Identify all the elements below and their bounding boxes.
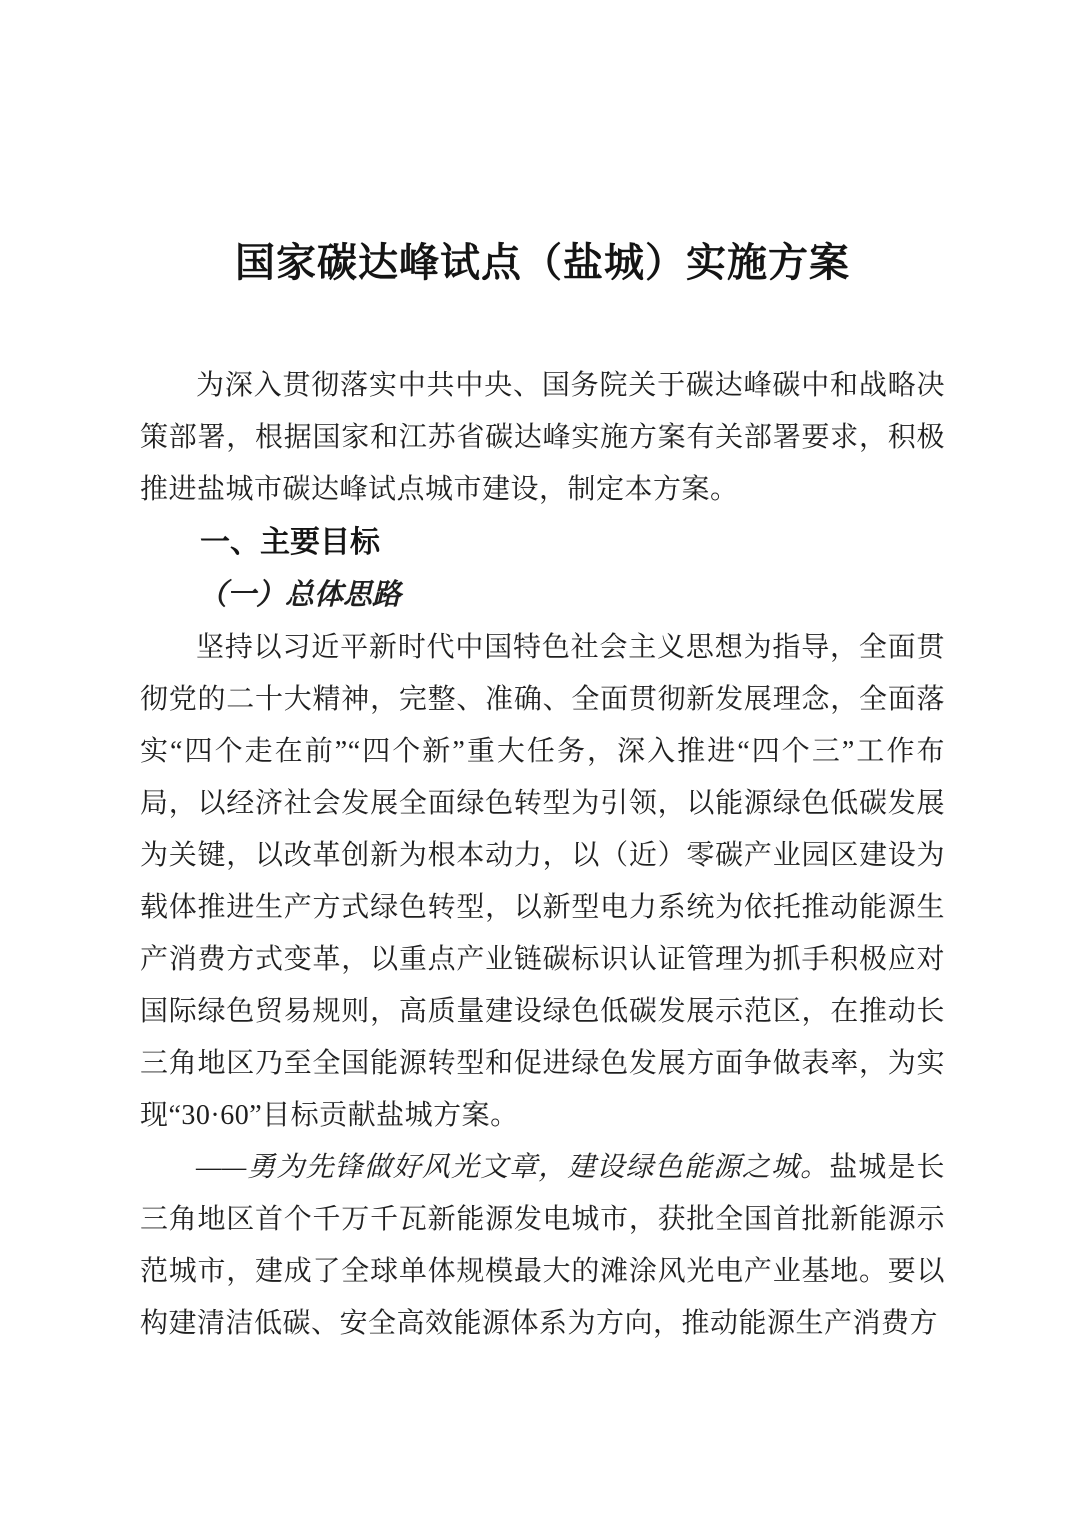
section-heading-main-goals: 一、主要目标 bbox=[200, 526, 380, 559]
pioneer-paragraph-rest: 盐城是长三角地区首个千万千瓦新能源发电城市，获批全国首批新能源示范城市，建成了全球单体规模最大的滩涂风光电产业基地。要以构建清洁低碳、安全高效能源体系为方向，推动能源生产消费方 bbox=[140, 1152, 945, 1339]
intro-paragraph: 为深入贯彻落实中共中央、国务院关于碳达峰碳中和战略决策部署，根据国家和江苏省碳达峰实施方案有关部署要求，积极推进盐城市碳达峰试点城市建设，制定本方案。 bbox=[140, 370, 945, 505]
pioneer-paragraph-lead: ——勇为先锋做好风光文章，建设绿色能源之城。 bbox=[196, 1152, 830, 1183]
subsection-heading-overall-approach: （一）总体思路 bbox=[198, 579, 402, 611]
pioneer-energy-paragraph bbox=[140, 1142, 945, 1350]
overall-approach-paragraph: 坚持以习近平新时代中国特色社会主义思想为指导，全面贯彻党的二十大精神，完整、准确、全面贯彻新发展理念，全面落实“四个走在前”“四个新”重大任务，深入推进“四个三”工作布局，以经济社会发展全面绿色转型为引领，以能源绿色低碳发展为关键，以改革创新为根本动力，以（近）零碳产业园区建设为载体推进生产方式绿色转型，以新型电力系统为依托推动能源生产消费方式变革，以重点产业链碳标识认证管理为抓手积极应对国际绿色贸易规则，高质量建设绿色低碳发展示范区，在推动长三角地区乃至全国能源转型和促进绿色发展方面争做表率，为实现“30·60”目标贡献盐城方案。 bbox=[140, 632, 945, 1131]
document-title: 国家碳达峰试点（盐城）实施方案 bbox=[235, 240, 850, 285]
